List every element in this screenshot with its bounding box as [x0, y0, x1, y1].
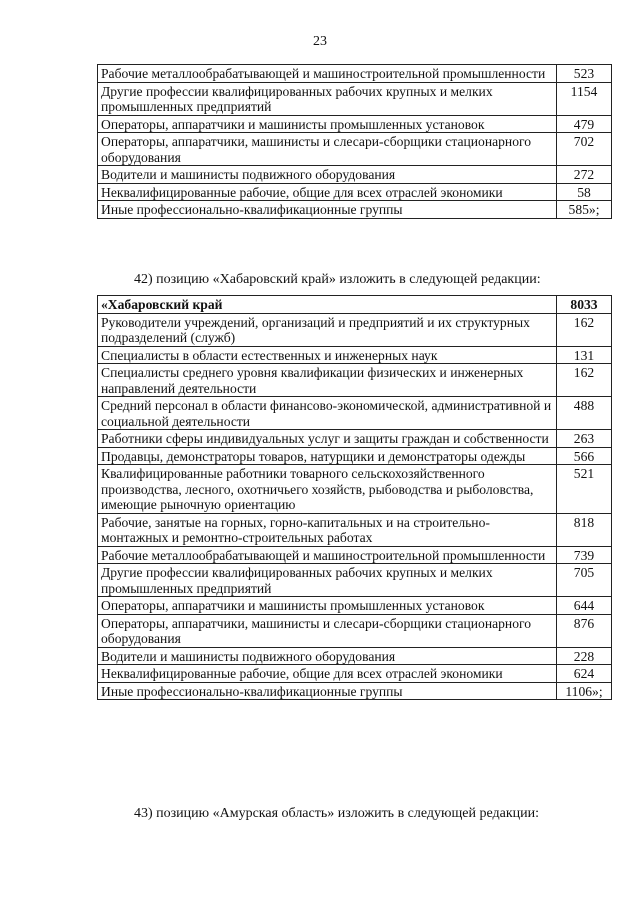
- amendment-paragraph-43: 43) позицию «Амурская область» изложить в следующей редакции:: [134, 806, 540, 821]
- occupation-group-count: 702: [557, 133, 612, 166]
- occupation-group-name: Водители и машинисты подвижного оборудования: [98, 166, 557, 184]
- table-row: [98, 447, 612, 465]
- occupation-group-name: Операторы, аппаратчики, машинисты и слесари-сборщики стационарного оборудования: [98, 614, 557, 647]
- occupation-group-count: 488: [557, 397, 612, 430]
- occupation-group-name: Рабочие металлообрабатывающей и машиностроительной промышленности: [98, 546, 557, 564]
- table-row: [98, 82, 612, 115]
- occupation-group-name: Рабочие, занятые на горных, горно-капитальных и на строительно-монтажных и ремонтно-строительных работах: [98, 513, 557, 546]
- occupation-group-name: Другие профессии квалифицированных рабочих крупных и мелких промышленных предприятий: [98, 82, 557, 115]
- occupation-group-name: Руководители учреждений, организаций и предприятий и их структурных подразделений (служб): [98, 313, 557, 346]
- table-row: [98, 665, 612, 683]
- occupation-group-count: 479: [557, 115, 612, 133]
- occupation-group-count: 818: [557, 513, 612, 546]
- occupation-table-khabarovsk: [97, 295, 612, 700]
- table-row: [98, 364, 612, 397]
- occupation-group-name: Средний персонал в области финансово-экономической, административной и социальной деятельности: [98, 397, 557, 430]
- occupation-group-name: Операторы, аппаратчики и машинисты промышленных установок: [98, 597, 557, 615]
- table-row: [98, 183, 612, 201]
- occupation-group-count: 644: [557, 597, 612, 615]
- occupation-group-name: Рабочие металлообрабатывающей и машиностроительной промышленности: [98, 65, 557, 83]
- occupation-group-count: 521: [557, 465, 612, 514]
- table-row: [98, 430, 612, 448]
- table-row: [98, 313, 612, 346]
- occupation-group-count: 624: [557, 665, 612, 683]
- occupation-group-name: Иные профессионально-квалификационные группы: [98, 201, 557, 219]
- occupation-group-name: Операторы, аппаратчики и машинисты промышленных установок: [98, 115, 557, 133]
- occupation-group-count: 1154: [557, 82, 612, 115]
- occupation-group-count: 585»;: [557, 201, 612, 219]
- table-row: [98, 647, 612, 665]
- region-name: «Хабаровский край: [98, 296, 557, 314]
- occupation-group-name: Работники сферы индивидуальных услуг и защиты граждан и собственности: [98, 430, 557, 448]
- occupation-group-count: 131: [557, 346, 612, 364]
- occupation-table-previous-region: [97, 64, 612, 219]
- occupation-group-count: 876: [557, 614, 612, 647]
- occupation-group-count: 58: [557, 183, 612, 201]
- occupation-group-name: Операторы, аппаратчики, машинисты и слесари-сборщики стационарного оборудования: [98, 133, 557, 166]
- table-row: [98, 465, 612, 514]
- table-row: [98, 133, 612, 166]
- table-row: [98, 346, 612, 364]
- occupation-group-name: Водители и машинисты подвижного оборудования: [98, 647, 557, 665]
- table-row: [98, 614, 612, 647]
- occupation-group-count: 162: [557, 364, 612, 397]
- table-row: [98, 597, 612, 615]
- occupation-group-name: Иные профессионально-квалификационные группы: [98, 682, 557, 700]
- occupation-group-name: Неквалифицированные рабочие, общие для всех отраслей экономики: [98, 183, 557, 201]
- table-row: [98, 201, 612, 219]
- occupation-group-name: Неквалифицированные рабочие, общие для всех отраслей экономики: [98, 665, 557, 683]
- occupation-group-count: 272: [557, 166, 612, 184]
- occupation-group-count: 228: [557, 647, 612, 665]
- amendment-paragraph-42: 42) позицию «Хабаровский край» изложить в следующей редакции:: [134, 272, 541, 287]
- table-row: [98, 65, 612, 83]
- occupation-group-count: 523: [557, 65, 612, 83]
- table-row: [98, 166, 612, 184]
- table-row: [98, 564, 612, 597]
- occupation-group-name: Квалифицированные работники товарного сельскохозяйственного производства, лесного, охотничьего хозяйств, рыбоводства и рыболовства, имеющие рыночную ориентацию: [98, 465, 557, 514]
- table-header-row: [98, 296, 612, 314]
- table-row: [98, 115, 612, 133]
- page-number: 23: [313, 34, 327, 49]
- table-row: [98, 682, 612, 700]
- occupation-group-count: 739: [557, 546, 612, 564]
- occupation-group-count: 263: [557, 430, 612, 448]
- occupation-group-count: 705: [557, 564, 612, 597]
- occupation-group-count: 566: [557, 447, 612, 465]
- occupation-group-name: Другие профессии квалифицированных рабочих крупных и мелких промышленных предприятий: [98, 564, 557, 597]
- occupation-group-name: Продавцы, демонстраторы товаров, натурщики и демонстраторы одежды: [98, 447, 557, 465]
- table-row: [98, 546, 612, 564]
- occupation-group-count: 162: [557, 313, 612, 346]
- region-total: 8033: [557, 296, 612, 314]
- table-row: [98, 397, 612, 430]
- table-row: [98, 513, 612, 546]
- occupation-group-count: 1106»;: [557, 682, 612, 700]
- occupation-group-name: Специалисты в области естественных и инженерных наук: [98, 346, 557, 364]
- occupation-group-name: Специалисты среднего уровня квалификации физических и инженерных направлений деятельности: [98, 364, 557, 397]
